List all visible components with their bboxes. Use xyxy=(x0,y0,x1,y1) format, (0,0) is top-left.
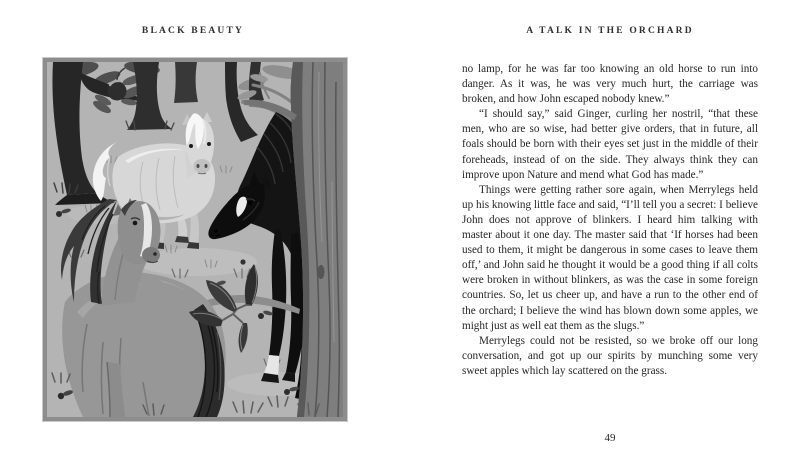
paragraph: “I should say,” said Ginger, curling her nostril, “that these men, who are so wise, had better give orders, that in future, all foals should be born with their eyes set just in the middle of their foreheads, instead of on the side. They always think they can improve upon Nature and mend what God has made.” xyxy=(462,108,758,181)
right-running-head: A TALK IN THE ORCHARD xyxy=(526,26,694,36)
page-number: 49 xyxy=(604,432,616,444)
orchard-horses-illustration xyxy=(47,62,343,417)
left-running-head: BLACK BEAUTY xyxy=(141,26,245,36)
illustration-frame xyxy=(43,58,347,421)
paragraph: Things were getting rather sore again, when Merrylegs held up his knowing little face and said, “I’ll tell you a secret: I believe John does not approve of blinkers. I heard him talking with master about it one day. The master said that ‘If horses had been used to them, it might be dangerous in some cases to leave them off,’ and John said he thought it would be a good thing if all colts were broken in without blinkers, as was the case in some foreign countries. So, let us cheer up, and have a run to the other end of the orchard; I believe the wind has blown down some apples, we might just as well eat them as the slugs.” xyxy=(462,183,758,332)
paragraph: Merrylegs could not be resisted, so we broke off our long conversation, and got up our spirits by munching some very sweet apples which lay scattered on the grass. xyxy=(462,334,758,377)
body-text xyxy=(462,62,758,379)
paragraph: no lamp, for he was far too knowing an old horse to run into danger. As it was, he was very much hurt, the carriage was broken, and how John escaped nobody knew.” xyxy=(462,63,758,106)
right-page xyxy=(400,0,800,473)
